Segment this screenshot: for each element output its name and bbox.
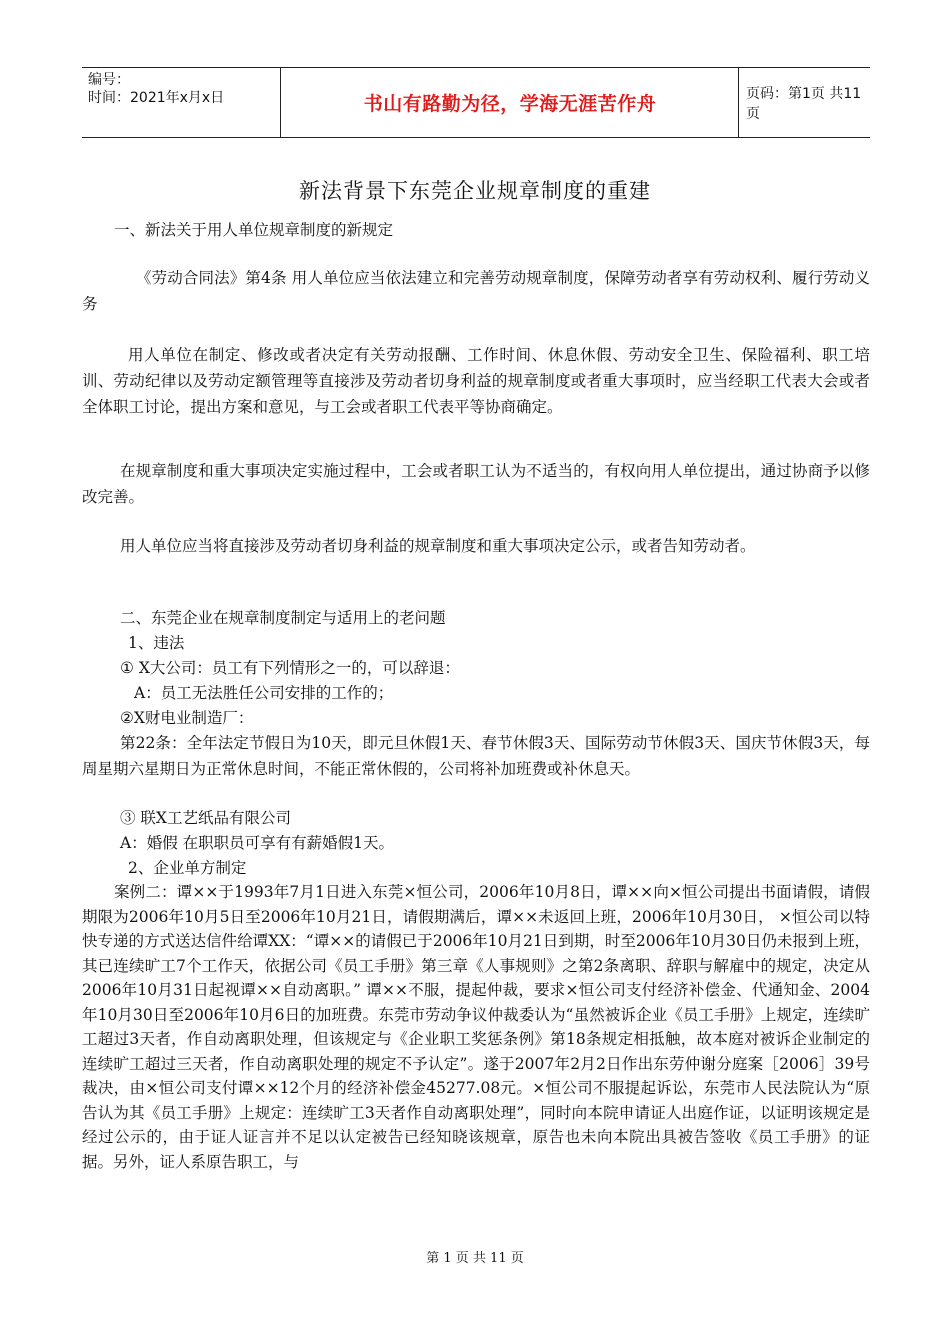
- item-unilateral: 2、企业单方制定: [128, 859, 247, 877]
- item-company-b-clause: 第22条：全年法定节假日为10天，即元旦休假1天、春节休假3天、国际劳动节休假3天、国庆节休假3天，每周星期六星期日为正常休息时间，不能正常休假的，公司将补加班费或补休息天。: [82, 734, 870, 778]
- header-motto: 书山有路勤为径，学海无涯苦作舟: [363, 93, 657, 115]
- header-date-label: 时间：2021年x月x日: [88, 90, 225, 106]
- item-company-a: ① X大公司：员工有下列情形之一的，可以辞退：: [120, 659, 460, 677]
- paragraph-rules-publicity: 用人单位应当将直接涉及劳动者切身利益的规章制度和重大事项决定公示，或者告知劳动者。: [120, 537, 756, 555]
- case-study-2: 案例二：谭××于1993年7月1日进入东莞×恒公司，2006年10月8日，谭××向×恒公司提出书面请假，请假期限为2006年10月5日至2006年10月21日，请假期满后，谭××未返回上班，2006年10月30日， ×恒公司以特快专递的方式送达信件给谭XX：“谭××的请假已于2006年10月21日到期，时至2006年10月30日仍未报到上班，其已连续旷工7个工作天，依据公司《员工手册》第三章《人事规则》之第2条离职、辞职与解雇中的规定，决定从2006年10月31日起视谭××自动离职。” 谭××不服，提起仲裁，要求×恒公司支付经济补偿金、代通知金、2004年10月30日至2006年10月6日的加班费。东莞市劳动争议仲裁委认为“虽然被诉企业《员工手册》上规定，连续旷工超过3天者，作自动离职处理，但该规定与《企业职工奖惩条例》第18条规定相抵触，故本庭对被诉企业制定的连续旷工超过三天者，作自动离职处理的规定不予认定”。遂于2007年2月2日作出东劳仲谢分庭案［2006］39号裁决，由×恒公司支付谭××12个月的经济补偿金45277.08元。×恒公司不服提起诉讼，东莞市人民法院认为“原告认为其《员工手册》上规定：连续旷工3天者作自动离职处理”，同时向本院申请证人出庭作证，以证明该规定是经过公示的，由于证人证言并不足以认定被告已经知晓该规章，原告也未向本院出具被告签收《员工手册》的证据。另外，证人系原告职工，与: [82, 883, 870, 1171]
- page-footer: 第 1 页 共 11 页: [426, 1251, 524, 1266]
- item-company-c-clause: A：婚假 在职职员可享有有薪婚假1天。: [120, 834, 394, 852]
- item-company-b: ②X财电业制造厂：: [120, 709, 254, 727]
- section2-heading: 二、东莞企业在规章制度制定与适用上的老问题: [120, 609, 446, 627]
- section1-heading: 一、新法关于用人单位规章制度的新规定: [114, 221, 394, 239]
- header-divider: [280, 68, 281, 137]
- paragraph-rules-revision: 在规章制度和重大事项决定实施过程中，工会或者职工认为不适当的，有权向用人单位提出，通过协商予以修改完善。: [82, 462, 870, 506]
- item-company-a-clause: A：员工无法胜任公司安排的工作的；: [134, 684, 394, 702]
- header-divider: [738, 68, 739, 137]
- document-title: 新法背景下东莞企业规章制度的重建: [299, 179, 651, 203]
- item-company-c: ③ 联X工艺纸品有限公司: [120, 809, 291, 827]
- header-meta: [88, 71, 280, 107]
- header-number-label: 编号：: [88, 72, 130, 88]
- paragraph-labor-law-article4: 《劳动合同法》第4条 用人单位应当依法建立和完善劳动规章制度，保障劳动者享有劳动权利、履行劳动义务: [82, 269, 870, 313]
- paragraph-rules-consultation: 用人单位在制定、修改或者决定有关劳动报酬、工作时间、休息休假、劳动安全卫生、保险福利、职工培训、劳动纪律以及劳动定额管理等直接涉及劳动者切身利益的规章制度或者重大事项时，应当经职工代表大会或者全体职工讨论，提出方案和意见，与工会或者职工代表平等协商确定。: [82, 346, 870, 416]
- item-illegal: 1、违法: [128, 634, 185, 652]
- document-header: [82, 67, 870, 138]
- header-page-info: 页码：第1页 共11页: [746, 85, 862, 122]
